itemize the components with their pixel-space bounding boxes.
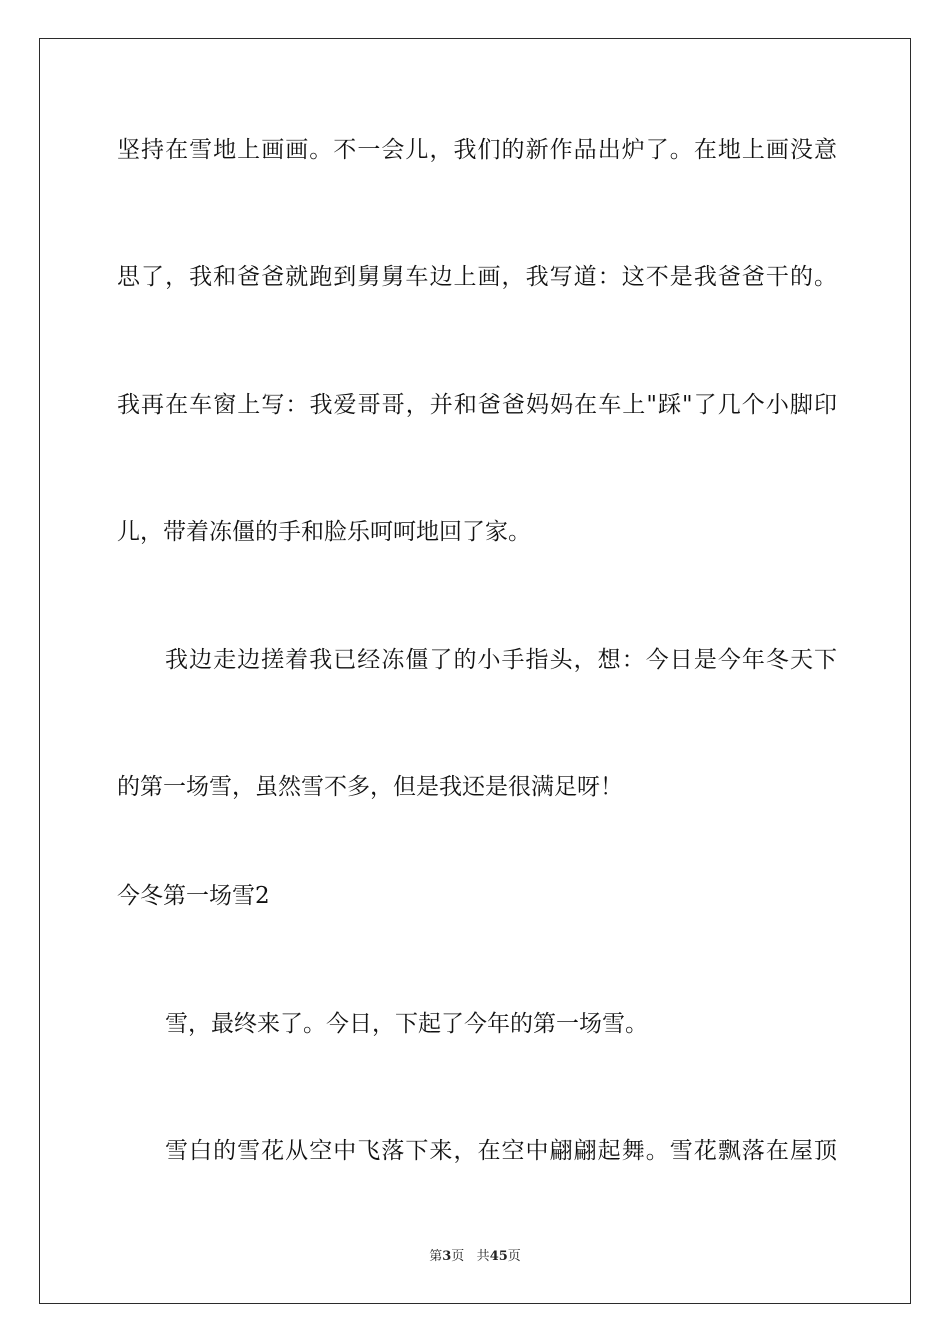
body-line: 思了，我和爸爸就跑到舅舅车边上画，我写道：这不是我爸爸干的。	[117, 264, 837, 290]
body-line: 我再在车窗上写：我爱哥哥，并和爸爸妈妈在车上"踩"了几个小脚印	[117, 392, 837, 418]
total-suffix: 页	[507, 1249, 521, 1264]
page-prefix: 第	[429, 1249, 443, 1264]
page-suffix: 页	[451, 1249, 465, 1264]
paragraph-first-line: 雪白的雪花从空中飞落下来，在空中翩翩起舞。雪花飘落在屋顶	[165, 1138, 837, 1164]
body-line: 的第一场雪，虽然雪不多，但是我还是很满足呀！	[117, 774, 623, 800]
paragraph-first-line: 我边走边搓着我已经冻僵了的小手指头，想：今日是今年冬天下	[165, 647, 837, 673]
section-heading: 今冬第一场雪2	[117, 883, 270, 909]
total-pages-number: 45	[489, 1249, 508, 1264]
paragraph-first-line: 雪，最终来了。今日，下起了今年的第一场雪。	[165, 1011, 648, 1037]
total-prefix: 共	[476, 1249, 490, 1264]
page-footer	[0, 1248, 950, 1266]
body-line: 儿，带着冻僵的手和脸乐呵呵地回了家。	[117, 519, 531, 545]
current-page-number: 3	[442, 1249, 452, 1264]
body-line: 坚持在雪地上画画。不一会儿，我们的新作品出炉了。在地上画没意	[117, 137, 837, 163]
